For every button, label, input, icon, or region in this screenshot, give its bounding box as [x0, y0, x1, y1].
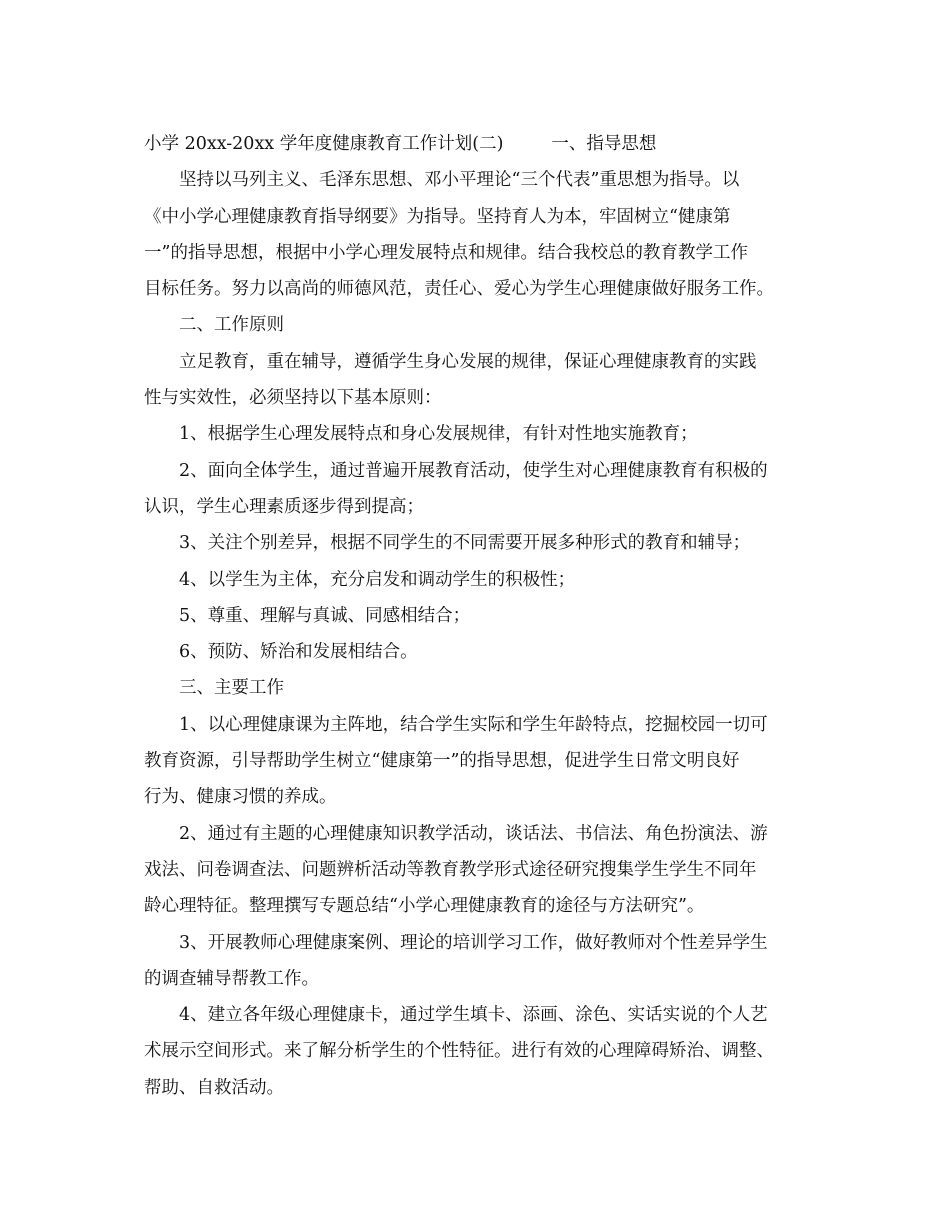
text-line: 认识，学生心理素质逐步得到提高； — [144, 496, 424, 517]
text-line: 3、开展教师心理健康案例、理论的培训学习工作，做好教师对个性差异学生 — [179, 932, 768, 953]
text-line: 《中小学心理健康教育指导纲要》为指导。坚持育人为本，牢固树立“健康第 — [144, 206, 731, 227]
work-item-2 — [144, 816, 809, 925]
text-line: 4、以学生为主体，充分启发和调动学生的积极性； — [179, 569, 576, 590]
section-heading-main-work: 三、主要工作 — [179, 678, 284, 699]
work-item-3 — [144, 925, 809, 998]
text-line: 坚持以马列主义、毛泽东思想、邓小平理论“三个代表”重思想为指导。以 — [179, 170, 740, 191]
principle-item-6 — [144, 634, 809, 670]
work-item-4 — [144, 997, 809, 1106]
principle-item-4 — [144, 562, 809, 598]
text-line: 3、关注个别差异，根据不同学生的不同需要开展多种形式的教育和辅导； — [179, 533, 751, 554]
text-line: 4、建立各年级心理健康卡，通过学生填卡、添画、涂色、实话实说的个人艺 — [179, 1005, 768, 1026]
paragraph-principles-intro — [144, 344, 809, 417]
section-heading-guiding-ideology: 一、指导思想 — [551, 134, 657, 154]
text-line: 龄心理特征。整理撰写专题总结“小学心理健康教育的途径与方法研究”。 — [144, 896, 705, 917]
text-line: 2、通过有主题的心理健康知识教学活动，谈话法、书信法、角色扮演法、游 — [179, 823, 768, 844]
principle-item-3 — [144, 525, 809, 561]
text-line: 6、预防、矫治和发展相结合。 — [179, 642, 418, 663]
text-line: 教育资源，引导帮助学生树立“健康第一”的指导思想，促进学生日常文明良好 — [144, 751, 740, 772]
text-line: 一”的指导思想，根据中小学心理发展特点和规律。结合我校总的教育教学工作 — [144, 242, 748, 263]
work-item-1 — [144, 707, 809, 816]
text-line: 性与实效性，必须坚持以下基本原则： — [144, 388, 442, 409]
text-line: 1、以心理健康课为主阵地，结合学生实际和学生年龄特点，挖掘校园一切可 — [179, 714, 768, 735]
principle-item-5 — [144, 598, 809, 634]
text-line: 目标任务。努力以高尚的师德风范，责任心、爱心为学生心理健康做好服务工作。 — [144, 279, 774, 300]
text-line: 1、根据学生心理发展特点和身心发展规律，有针对性地实施教育； — [179, 424, 698, 445]
document-page — [144, 126, 809, 1106]
document-title: 小学 20xx-20xx 学年度健康教育工作计划(二) — [144, 134, 504, 154]
principle-item-1 — [144, 416, 809, 452]
section-heading-work-principles: 二、工作原则 — [179, 315, 284, 336]
text-line: 戏法、问卷调查法、问题辨析活动等教育教学形式途径研究搜集学生学生不同年 — [144, 859, 757, 880]
text-line: 术展示空间形式。来了解分析学生的个性特征。进行有效的心理障碍矫治、调整、 — [144, 1041, 774, 1062]
text-line: 2、面向全体学生，通过普遍开展教育活动，使学生对心理健康教育有积极的 — [179, 460, 768, 481]
text-line: 帮助、自救活动。 — [144, 1077, 284, 1098]
title-line — [144, 126, 809, 162]
text-line: 立足教育，重在辅导，遵循学生身心发展的规律，保证心理健康教育的实践 — [179, 351, 757, 372]
paragraph-guiding-ideology — [144, 162, 809, 307]
principle-item-2 — [144, 453, 809, 526]
text-line: 5、尊重、理解与真诚、同感相结合； — [179, 605, 471, 626]
text-line: 行为、健康习惯的养成。 — [144, 787, 337, 808]
text-line: 的调查辅导帮教工作。 — [144, 968, 319, 989]
